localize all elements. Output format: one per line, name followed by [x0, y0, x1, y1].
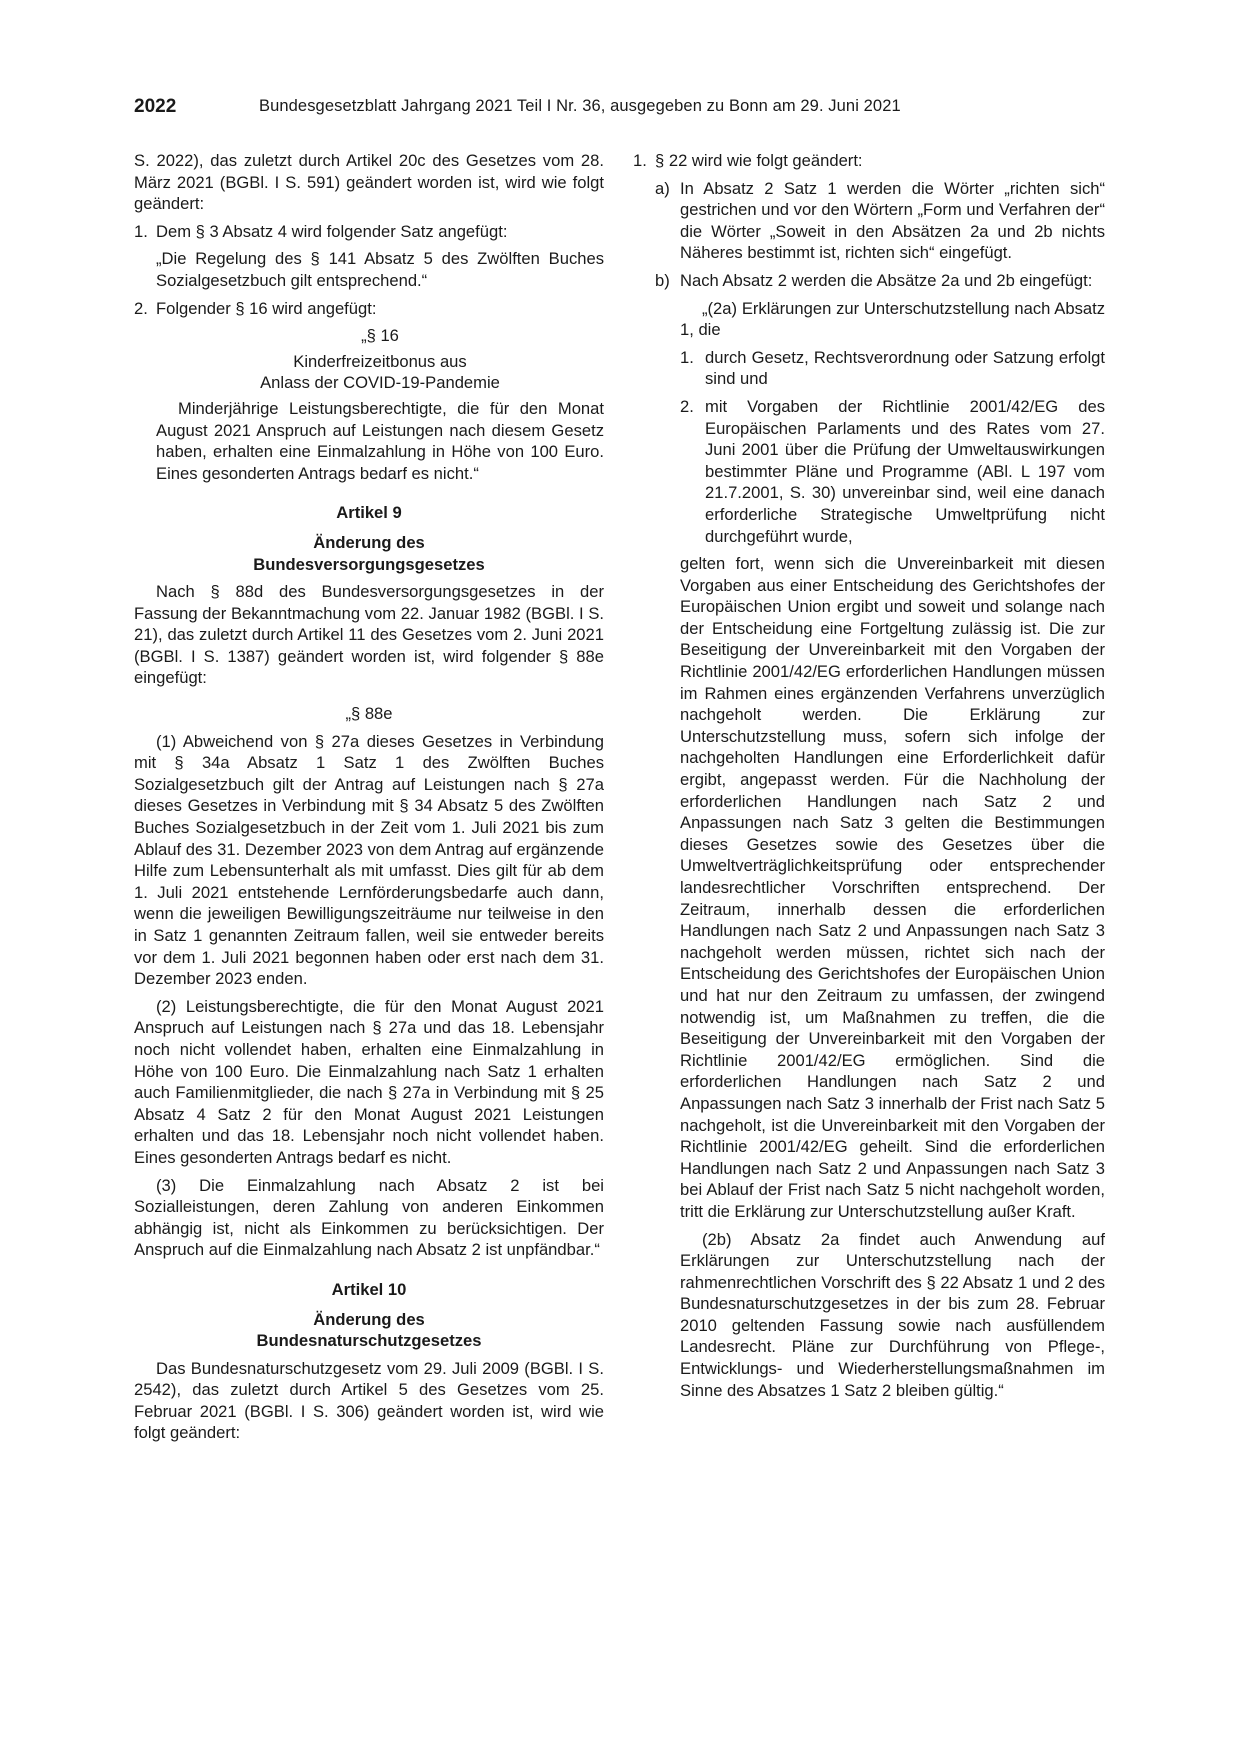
- item-number: 2.: [134, 298, 148, 318]
- quoted-sentence: „Die Regelung des § 141 Absatz 5 des Zwölften Buches Sozialgesetzbuch gilt entsprechend.“: [156, 249, 604, 290]
- right-column: [633, 150, 1105, 1407]
- page-number: 2022: [134, 96, 177, 117]
- paragraph-intro: „(2a) Erklärungen zur Unterschutzstellung nach Absatz 1, die: [680, 298, 1105, 340]
- list-item: [134, 298, 604, 320]
- list-item: [655, 270, 1105, 292]
- section-heading: „§ 16: [361, 326, 399, 346]
- article-9-subtitle: Änderung des: [313, 532, 425, 552]
- item-text: durch Gesetz, Rechtsverordnung oder Satzung erfolgt sind und: [705, 347, 1105, 389]
- article-10-title: Artikel 10: [331, 1279, 407, 1299]
- item-text: Dem § 3 Absatz 4 wird folgender Satz angefügt:: [156, 221, 508, 241]
- page-header: [134, 96, 1094, 126]
- item-number: 1.: [633, 151, 647, 170]
- section-paragraph: (1) Abweichend von § 27a dieses Gesetzes in Verbindung mit § 34a Absatz 1 Satz 1 des Zwölften Buches Sozialgesetzbuch gilt der Antrag auf Leistungen nach § 27a dieses Gesetzes in Verbindung mit § 34 Absatz 5 des Zwölften Buches Sozialgesetzbuch in der Zeit vom 1. Juli 2021 bis zum Ablauf des 31. Dezember 2023 von dem Antrag auf ergänzende Hilfe zum Lebensunterhalt als mit umfasst. Dies gilt für ab dem 1. Juli 2021 entstehende Lernförderungsbedarfe auch dann, wenn die jeweiligen Bewilligungszeiträume nur teilweise in den in Satz 1 genannten Zeitraum fallen, weil sie entweder bereits vor dem 1. Juli 2021 begonnen haben oder erst nach dem 31. Dezember 2023 enden.: [134, 731, 604, 989]
- item-text: Folgender § 16 wird angefügt:: [156, 298, 377, 318]
- article-9-title: Artikel 9: [336, 503, 402, 523]
- item-number: 1.: [134, 221, 148, 241]
- running-head: Bundesgesetzblatt Jahrgang 2021 Teil I Nr. 36, ausgegeben zu Bonn am 29. Juni 2021: [259, 97, 901, 115]
- list-item: [680, 347, 1105, 390]
- list-item: [655, 178, 1105, 264]
- paragraph-text: gelten fort, wenn sich die Unvereinbarkeit mit diesen Vorgaben aus einer Entscheidung des Gerichtshofes der Europäischen Union ergibt und soweit und solange nach der Entscheidung eine Fortgeltung zulässig ist. Die zur Beseitigung der Unvereinbarkeit mit den Vorgaben der Richtlinie 2001/42/EG erforderlichen Handlungen müssen im Rahmen eines ergänzenden Verfahrens unverzüglich nachgeholt werden. Die Erklärung zur Unterschutzstellung muss, sofern sich infolge der nachgeholten Handlungen eine Erforderlichkeit dafür ergibt, angepasst werden. Für die Nachholung der erforderlichen Handlungen nach Satz 2 und Anpassungen nach Satz 3 gelten die Bestimmungen dieses Gesetzes sowie des Gesetzes über die Umweltverträglichkeitsprüfung oder entsprechender landesrechtlicher Vorschriften entsprechend. Der Zeitraum, innerhalb dessen die erforderlichen Handlungen nach Satz 2 und Anpassungen nach Satz 3 nachgeholt werden müssen, richtet sich nach der Entscheidung des Gerichtshofes der Europäischen Union und hat nur den Zeitraum zu umfassen, der zwingend notwendig ist, um Maßnahmen zu treffen, die die Beseitigung der Unvereinbarkeit mit den Vorgaben der Richtlinie 2001/42/EG ermöglichen. Sind die erforderlichen Handlungen nach Satz 2 und Anpassungen nach Satz 3 innerhalb der Frist nach Satz 5 nachgeholt, ist die Unvereinbarkeit mit den Vorgaben der Richtlinie 2001/42/EG geheilt. Sind die erforderlichen Handlungen nach Satz 2 und Anpassungen nach Satz 3 bei Ablauf der Frist nach Satz 5 nicht nachgeholt worden, tritt die Erklärung zur Unterschutzstellung außer Kraft.: [680, 554, 1105, 1221]
- item-letter: b): [655, 270, 670, 290]
- item-letter: a): [655, 178, 670, 198]
- list-item: [680, 396, 1105, 547]
- item-text: In Absatz 2 Satz 1 werden die Wörter „richten sich“ gestrichen und vor den Wörtern „Form und Verfahren der“ die Wörter „Soweit in den Absätzen 2a und 2b nichts Näheres bestimmt ist, richten sich“ eingefügt.: [680, 178, 1105, 263]
- item-number: 2.: [680, 396, 694, 416]
- section-title: Anlass der COVID-19-Pandemie: [260, 373, 500, 393]
- section-16-block: [156, 325, 604, 484]
- article-10-subtitle: Bundesnaturschutzgesetzes: [256, 1331, 482, 1351]
- article-10-intro: Das Bundesnaturschutzgesetz vom 29. Juli 2009 (BGBl. I S. 2542), das zuletzt durch Artikel 5 des Gesetzes vom 25. Februar 2021 (BGBl. I S. 306) geändert worden ist, wird wie folgt geändert:: [134, 1358, 604, 1443]
- article-10-subtitle: Änderung des: [313, 1309, 425, 1329]
- paragraph-2b: (2b) Absatz 2a findet auch Anwendung auf Erklärungen zur Unterschutzstellung nach der rahmenrechtlichen Vorschrift des § 22 Absatz 1 und 2 des Bundesnaturschutzgesetzes in der bis zum 28. Februar 2010 geltenden Fassung sowie nach ausfüllendem Landesrecht. Pläne zur Durchführung von Pflege-, Entwicklungs- und Wiederherstellungsmaßnahmen im Sinne des Absatzes 1 Satz 2 bleiben gültig.“: [680, 1229, 1105, 1400]
- paragraph-2a: [680, 298, 1105, 341]
- section-heading: „§ 88e: [345, 704, 393, 724]
- intro-paragraph: S. 2022), das zuletzt durch Artikel 20c des Gesetzes vom 28. März 2021 (BGBl. I S. 591) geändert worden ist, wird wie folgt geändert:: [134, 151, 604, 214]
- item-number: 1.: [680, 347, 694, 367]
- section-paragraph: (2) Leistungsberechtigte, die für den Monat August 2021 Anspruch auf Leistungen nach § 27a und das 18. Lebensjahr noch nicht vollendet haben, erhalten eine Einmalzahlung in Höhe von 100 Euro. Die Einmalzahlung nach Satz 1 erhalten auch Familienmitglieder, die nach § 27a in Verbindung mit § 25 Absatz 4 Satz 2 für den Monat August 2021 Leistungen erhalten und das 18. Lebensjahr noch nicht vollendet haben. Eines gesonderten Antrags bedarf es nicht.: [134, 996, 604, 1167]
- list-item: [134, 221, 604, 243]
- list-item: [633, 150, 1105, 172]
- item-text: § 22 wird wie folgt geändert:: [655, 151, 863, 170]
- section-text: Minderjährige Leistungsberechtigte, die für den Monat August 2021 Anspruch auf Leistungen nach diesem Gesetz haben, erhalten eine Einmalzahlung in Höhe von 100 Euro. Eines gesonderten Antrags bedarf es nicht.“: [156, 398, 604, 483]
- item-text: Nach Absatz 2 werden die Absätze 2a und 2b eingefügt:: [680, 270, 1093, 290]
- left-column: [134, 150, 604, 1450]
- item-text: mit Vorgaben der Richtlinie 2001/42/EG des Europäischen Parlaments und des Rates vom 27. Juni 2001 über die Prüfung der Umweltauswirkungen bestimmter Pläne und Programme (ABl. L 197 vom 21.7.2001, S. 30) unvereinbar sind, weil eine danach erforderliche Strategische Umweltprüfung nicht durchgeführt wurde,: [705, 396, 1105, 546]
- section-title: Kinderfreizeitbonus aus: [293, 351, 467, 371]
- paragraph-2a-continuation: [680, 553, 1105, 1401]
- article-9-intro: Nach § 88d des Bundesversorgungsgesetzes in der Fassung der Bekanntmachung vom 22. Januar 1982 (BGBl. I S. 21), das zuletzt durch Artikel 11 des Gesetzes vom 2. Juni 2021 (BGBl. I S. 1387) geändert worden ist, wird folgender § 88e eingefügt:: [134, 582, 604, 688]
- article-9-subtitle: Bundesversorgungsgesetzes: [253, 554, 485, 574]
- section-paragraph: (3) Die Einmalzahlung nach Absatz 2 ist bei Sozialleistungen, deren Zahlung von anderen Einkommen abhängig ist, nicht als Einkommen zu berücksichtigen. Der Anspruch auf die Einmalzahlung nach Absatz 2 ist unpfändbar.“: [134, 1175, 604, 1260]
